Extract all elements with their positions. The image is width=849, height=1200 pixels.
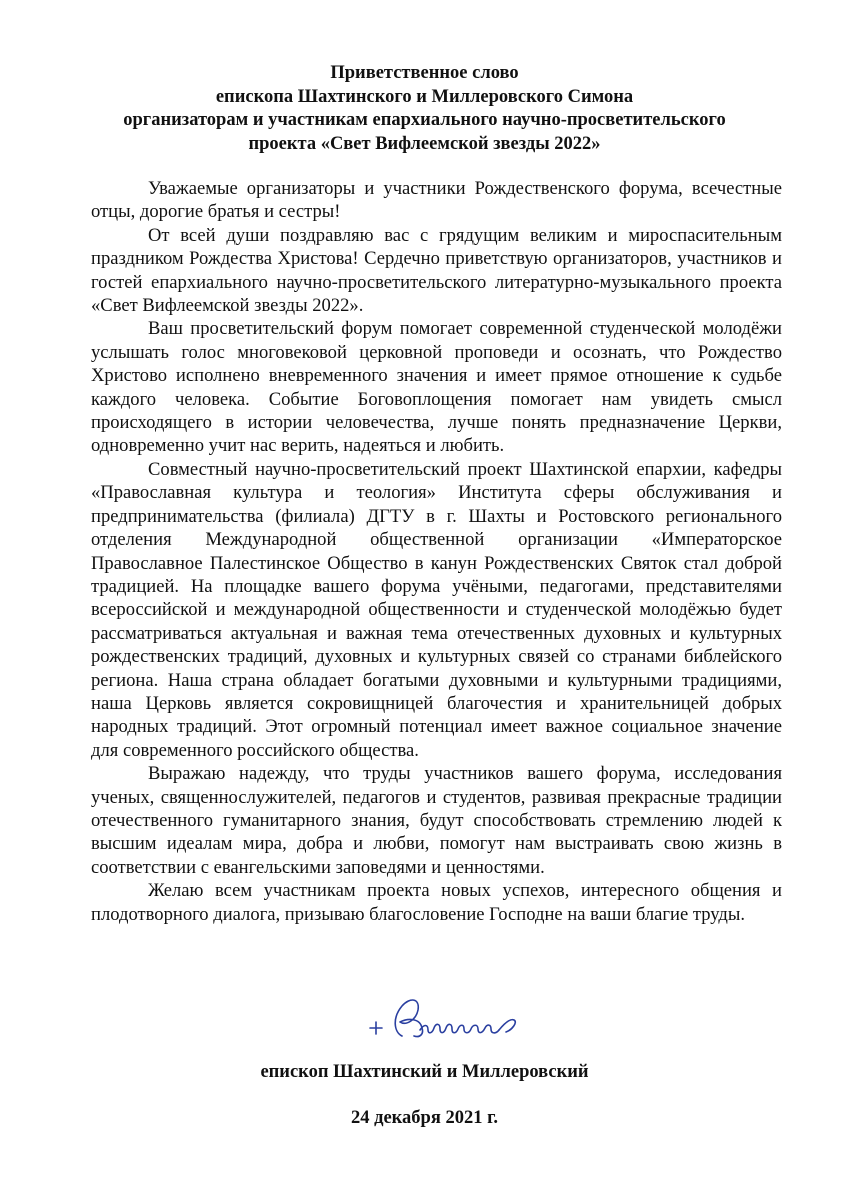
heading-line-4: проекта «Свет Вифлеемской звезды 2022» <box>248 133 601 154</box>
handwritten-signature <box>362 988 532 1050</box>
signer-title: епископ Шахтинский и Миллеровский <box>260 1062 589 1082</box>
paragraph-wishes: Желаю всем участникам проекта новых успехов, интересного общения и плодотворного диалога, призываю благословение Господне на ваши благие труды. <box>91 880 782 925</box>
paragraph-greeting: Уважаемые организаторы и участники Рождественского форума, всечестные отцы, дорогие братья и сестры! <box>91 178 782 223</box>
paragraph-forum-purpose: Ваш просветительский форум помогает современной студенческой молодёжи услышать голос многовековой церковной проповеди и осознать, что Рождество Христово исполнено вневременного значения и имеет прямое отношение к судьбе каждого человека. Событие Боговоплощения помогает нам увидеть смысл происходящего в истории человечества, лучше понять предназначение Церкви, одновременно учит нас верить, надеяться и любить. <box>91 318 782 457</box>
heading-line-3: организаторам и участникам епархиального научно-просветительского <box>123 110 726 130</box>
letter-date: 24 декабря 2021 г. <box>350 1108 499 1128</box>
letter-body <box>91 177 782 926</box>
paragraph-congratulation: От всей души поздравляю вас с грядущим великим и мироспасительным праздником Рождества Христова! Сердечно приветствую организаторов, участников и гостей епархиального научно-просветительского литературно-музыкального проекта «Свет Вифлеемской звезды 2022». <box>91 224 782 317</box>
letter-heading <box>90 62 759 156</box>
heading-line-2: епископа Шахтинского и Миллеровского Симона <box>215 86 634 107</box>
paragraph-joint-project: Совместный научно-просветительский проект Шахтинской епархии, кафедры «Православная культура и теология» Института сферы обслуживания и предпринимательства (филиала) ДГТУ в г. Шахты и Ростовского регионального отделения Международной общественной организации «Императорское Православное Палестинское Общество в канун Рождественских Святок стал доброй традицией. На площадке вашего форума учёными, педагогами, представителями всероссийской и международной общественности и студенческой молодёжью будет рассматриваться актуальная и важная тема отечественных духовных и культурных рождественских традиций, духовных и культурных связей со странами библейского региона. Наша страна обладает богатыми духовными и культурными традициями, наша Церковь является сокровищницей благочестия и хранительницей добрых народных традиций. Этот огромный потенциал имеет важное социальное значение для современного российского общества. <box>91 458 782 761</box>
paragraph-hope: Выражаю надежду, что труды участников вашего форума, исследования ученых, священнослужителей, педагогов и студентов, развивая прекрасные традиции отечественного гуманитарного знания, будут способствовать стремлению людей к высшим идеалам мира, добра и любви, помогут нам выстраивать свою жизнь в соответствии с евангельскими заповедями и ценностями. <box>91 763 782 878</box>
heading-line-1: Приветственное слово <box>330 63 519 83</box>
